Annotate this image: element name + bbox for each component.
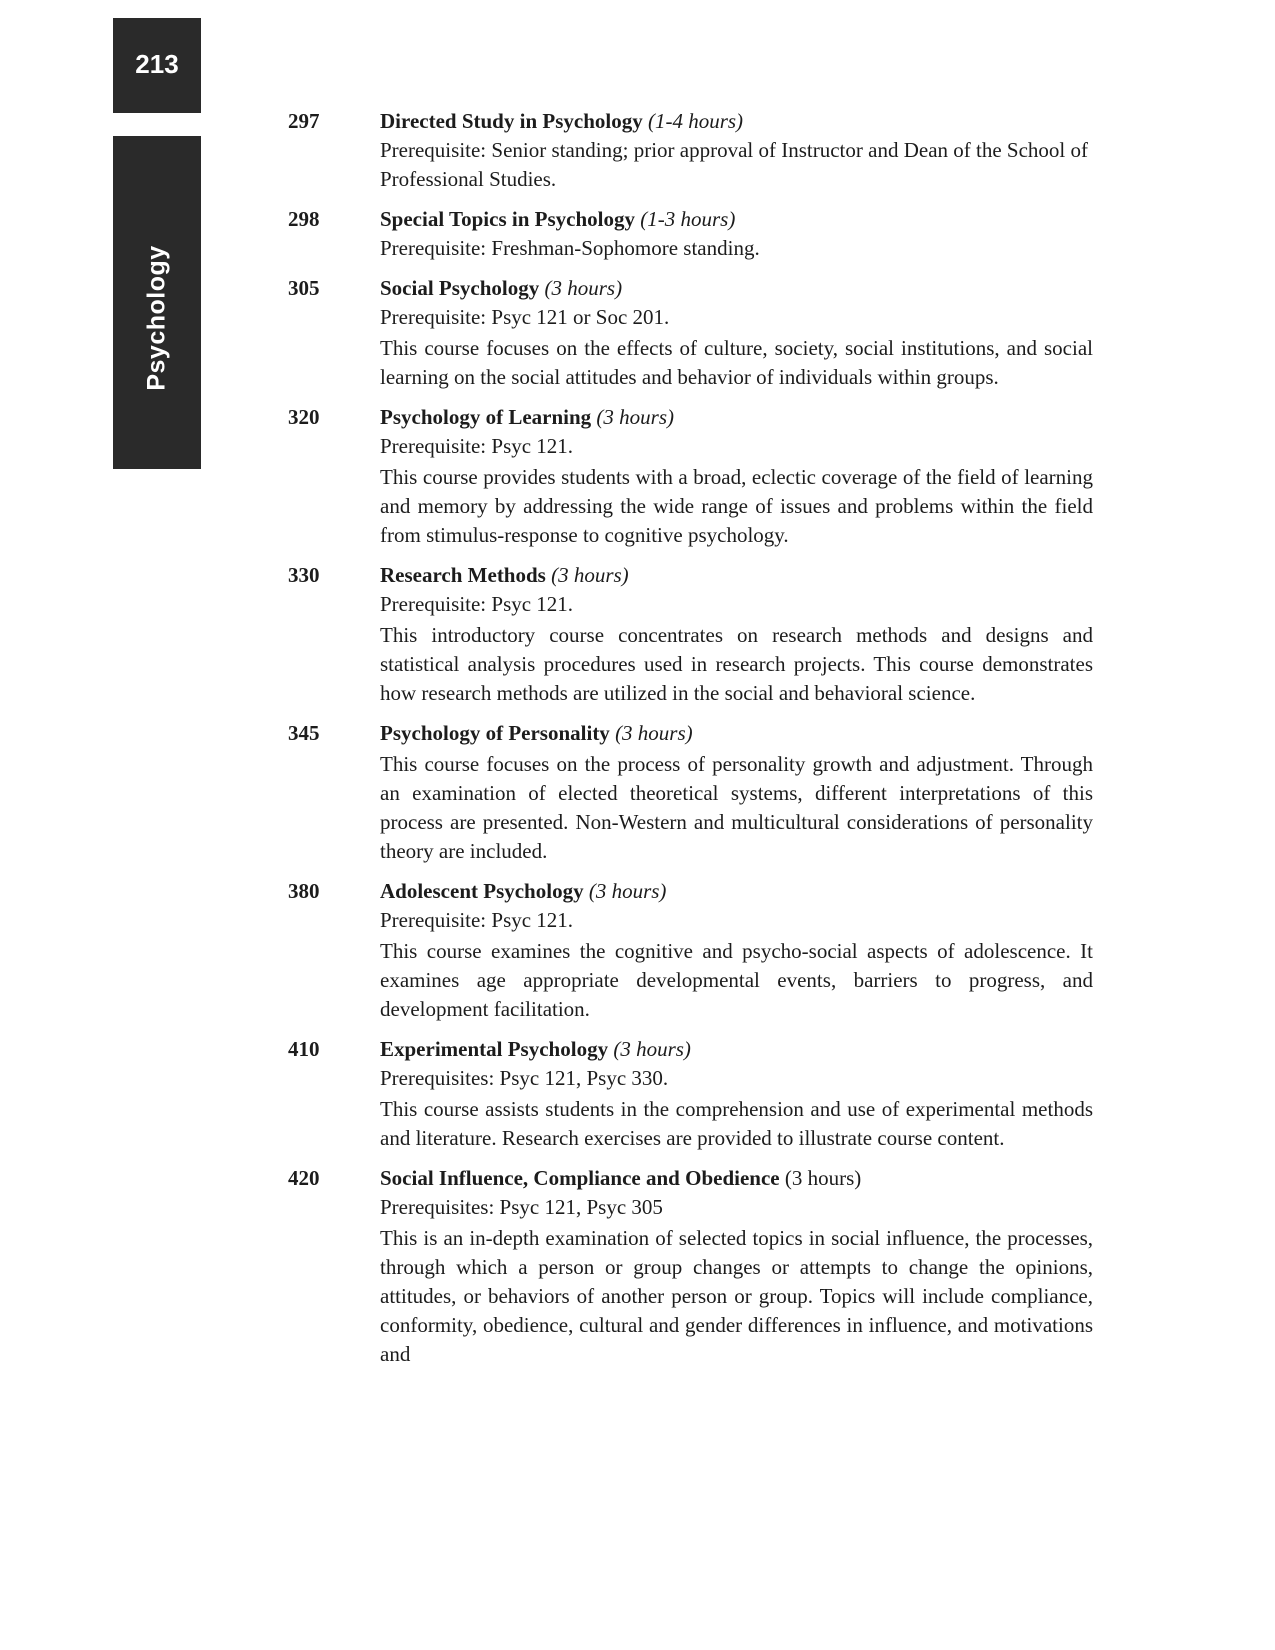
page-number: 213 xyxy=(135,49,179,79)
course-entry xyxy=(288,107,1093,194)
course-description: This is an in-depth examination of selected topics in social influence, the processes, through which a person or group changes or attempts to change the opinions, attitudes, or behaviors of another person or group. Topics will include compliance, conformity, obedience, cultural and gender differences in influence, and motivations and xyxy=(380,1226,1093,1366)
course-body xyxy=(380,1035,1093,1153)
course-entry xyxy=(288,1035,1093,1153)
course-number: 298 xyxy=(288,207,320,231)
course-hours: (3 hours) xyxy=(544,276,623,300)
course-prerequisite: Prerequisite: Psyc 121. xyxy=(380,592,574,616)
course-entry xyxy=(288,205,1093,263)
course-entry xyxy=(288,561,1093,708)
course-hours: (3 hours) xyxy=(588,879,667,903)
course-title-line xyxy=(380,877,1093,906)
course-prerequisite: Prerequisite: Psyc 121. xyxy=(380,908,574,932)
course-hours: (3 hours) xyxy=(615,721,693,745)
course-list xyxy=(288,107,1093,1380)
course-title: Psychology of Personality xyxy=(380,721,610,745)
course-body xyxy=(380,107,1093,194)
course-body xyxy=(380,205,1093,263)
course-hours: (3 hours) xyxy=(596,405,675,429)
course-body xyxy=(380,403,1093,550)
course-number: 305 xyxy=(288,276,320,300)
course-title: Psychology of Learning xyxy=(380,405,592,429)
course-title: Special Topics in Psychology xyxy=(380,207,635,231)
course-number: 410 xyxy=(288,1037,320,1061)
course-number: 297 xyxy=(288,109,320,133)
course-hours: (3 hours) xyxy=(784,1166,862,1190)
course-prerequisite: Prerequisite: Psyc 121. xyxy=(380,434,574,458)
course-description: This course examines the cognitive and psycho-social aspects of adolescence. It examines age appropriate developmental events, barriers to progress, and development facilitation. xyxy=(380,939,1093,1021)
course-hours: (3 hours) xyxy=(613,1037,691,1061)
course-description: This introductory course concentrates on research methods and designs and statistical analysis procedures used in research projects. This course demonstrates how research methods are utilized in the social and behavioral science. xyxy=(380,623,1093,705)
course-number: 380 xyxy=(288,879,320,903)
course-description: This course assists students in the comprehension and use of experimental methods and literature. Research exercises are provided to illustrate course content. xyxy=(380,1097,1093,1150)
course-prerequisite: Prerequisites: Psyc 121, Psyc 305 xyxy=(380,1195,663,1219)
course-prerequisite: Prerequisite: Freshman-Sophomore standing. xyxy=(380,236,760,260)
course-entry xyxy=(288,274,1093,392)
section-tab xyxy=(113,136,201,469)
course-description: This course focuses on the process of personality growth and adjustment. Through an examination of elected theoretical systems, different interpretations of this process are presented. Non-Western and multicultural considerations of personality theory are included. xyxy=(380,752,1093,863)
course-entry xyxy=(288,403,1093,550)
course-title: Directed Study in Psychology xyxy=(380,109,643,133)
course-entry xyxy=(288,877,1093,1024)
course-title-line xyxy=(380,403,1093,432)
course-description: This course provides students with a broad, eclectic coverage of the field of learning and memory by addressing the wide range of issues and problems within the field from stimulus-response to cognitive psychology. xyxy=(380,465,1093,547)
course-prerequisite: Prerequisites: Psyc 121, Psyc 330. xyxy=(380,1066,669,1090)
course-number: 345 xyxy=(288,721,320,745)
page-number-tab xyxy=(113,18,201,113)
course-title-line xyxy=(380,205,1093,234)
course-hours: (1-3 hours) xyxy=(640,207,736,231)
course-title: Social Influence, Compliance and Obedience xyxy=(380,1166,780,1190)
course-hours: (3 hours) xyxy=(551,563,629,587)
course-hours: (1-4 hours) xyxy=(647,109,744,133)
course-title-line xyxy=(380,274,1093,303)
course-title-line xyxy=(380,1035,1093,1064)
course-title: Social Psychology xyxy=(380,276,540,300)
course-title-line xyxy=(380,107,1093,136)
course-body xyxy=(380,877,1093,1024)
course-title-line xyxy=(380,561,1093,590)
course-entry xyxy=(288,719,1093,866)
course-title-line xyxy=(380,719,1093,748)
course-body xyxy=(380,274,1093,392)
course-title: Experimental Psychology xyxy=(380,1037,609,1061)
course-description: This course focuses on the effects of culture, society, social institutions, and social learning on the social attitudes and behavior of individuals within groups. xyxy=(380,336,1093,389)
course-number: 420 xyxy=(288,1166,320,1190)
course-prerequisite: Prerequisite: Psyc 121 or Soc 201. xyxy=(380,305,670,329)
course-number: 330 xyxy=(288,563,320,587)
course-body xyxy=(380,719,1093,866)
course-entry xyxy=(288,1164,1093,1369)
course-title: Adolescent Psychology xyxy=(380,879,584,903)
course-number: 320 xyxy=(288,405,320,429)
course-body xyxy=(380,1164,1093,1369)
section-label: Psychology xyxy=(142,245,171,391)
course-title: Research Methods xyxy=(380,563,546,587)
course-title-line xyxy=(380,1164,1093,1193)
course-prerequisite: Prerequisite: Senior standing; prior approval of Instructor and Dean of the School of Professional Studies. xyxy=(380,138,1088,191)
course-body xyxy=(380,561,1093,708)
